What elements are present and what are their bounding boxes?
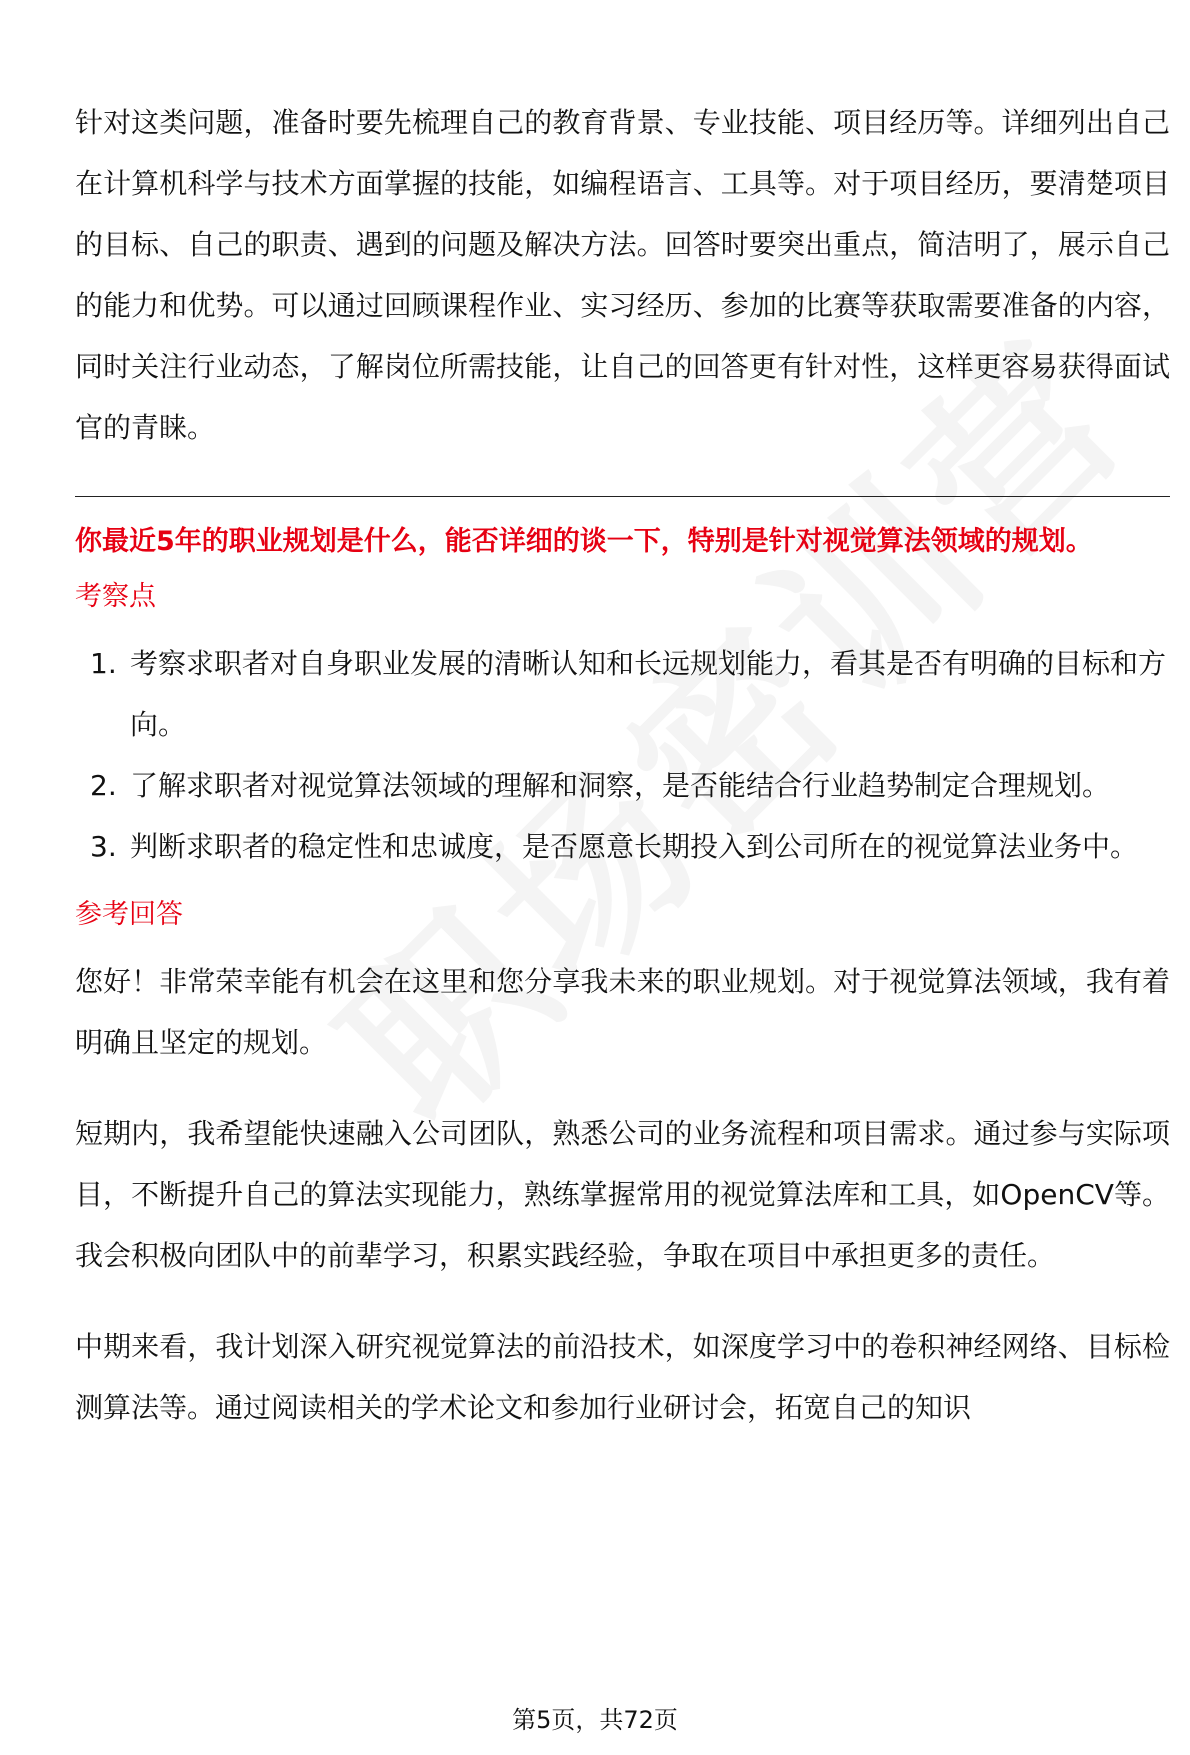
list-item-number: 2. bbox=[90, 769, 117, 802]
answer-title: 参考回答 bbox=[75, 899, 183, 930]
answer-paragraph: 中期来看，我计划深入研究视觉算法的前沿技术，如深度学习中的卷积神经网络、目标检测算法等。通过阅读相关的学术论文和参加行业研讨会，拓宽自己的知识 bbox=[75, 1330, 1170, 1424]
section-divider bbox=[75, 496, 1170, 497]
list-item bbox=[75, 816, 1170, 877]
answer-paragraph: 您好！非常荣幸能有机会在这里和您分享我未来的职业规划。对于视觉算法领域，我有着明确且坚定的规划。 bbox=[75, 965, 1170, 1059]
points-title: 考察点 bbox=[75, 581, 156, 612]
document-body bbox=[75, 92, 1170, 1468]
page-footer: 第5页，共72页 bbox=[512, 1706, 678, 1734]
list-item-text: 判断求职者的稳定性和忠诚度，是否愿意长期投入到公司所在的视觉算法业务中。 bbox=[130, 830, 1139, 863]
intro-paragraph: 针对这类问题，准备时要先梳理自己的教育背景、专业技能、项目经历等。详细列出自己在计算机科学与技术方面掌握的技能，如编程语言、工具等。对于项目经历，要清楚项目的目标、自己的职责、遇到的问题及解决方法。回答时要突出重点，简洁明了，展示自己的能力和优势。可以通过回顾课程作业、实习经历、参加的比赛等获取需要准备的内容，同时关注行业动态，了解岗位所需技能，让自己的回答更有针对性，这样更容易获得面试官的青睐。 bbox=[75, 106, 1170, 444]
list-item-text: 考察求职者对自身职业发展的清晰认知和长远规划能力，看其是否有明确的目标和方向。 bbox=[130, 647, 1167, 741]
question-heading: 你最近5年的职业规划是什么，能否详细的谈一下，特别是针对视觉算法领域的规划。 bbox=[75, 526, 1093, 557]
list-item-number: 3. bbox=[90, 830, 117, 863]
list-item bbox=[75, 755, 1170, 816]
points-list bbox=[75, 633, 1170, 877]
answer-paragraph: 短期内，我希望能快速融入公司团队，熟悉公司的业务流程和项目需求。通过参与实际项目，不断提升自己的算法实现能力，熟练掌握常用的视觉算法库和工具，如OpenCV等。我会积极向团队中的前辈学习，积累实践经验，争取在项目中承担更多的责任。 bbox=[75, 1117, 1170, 1272]
list-item-text: 了解求职者对视觉算法领域的理解和洞察，是否能结合行业趋势制定合理规划。 bbox=[130, 769, 1111, 802]
list-item-number: 1. bbox=[90, 647, 117, 680]
list-item bbox=[75, 633, 1170, 755]
